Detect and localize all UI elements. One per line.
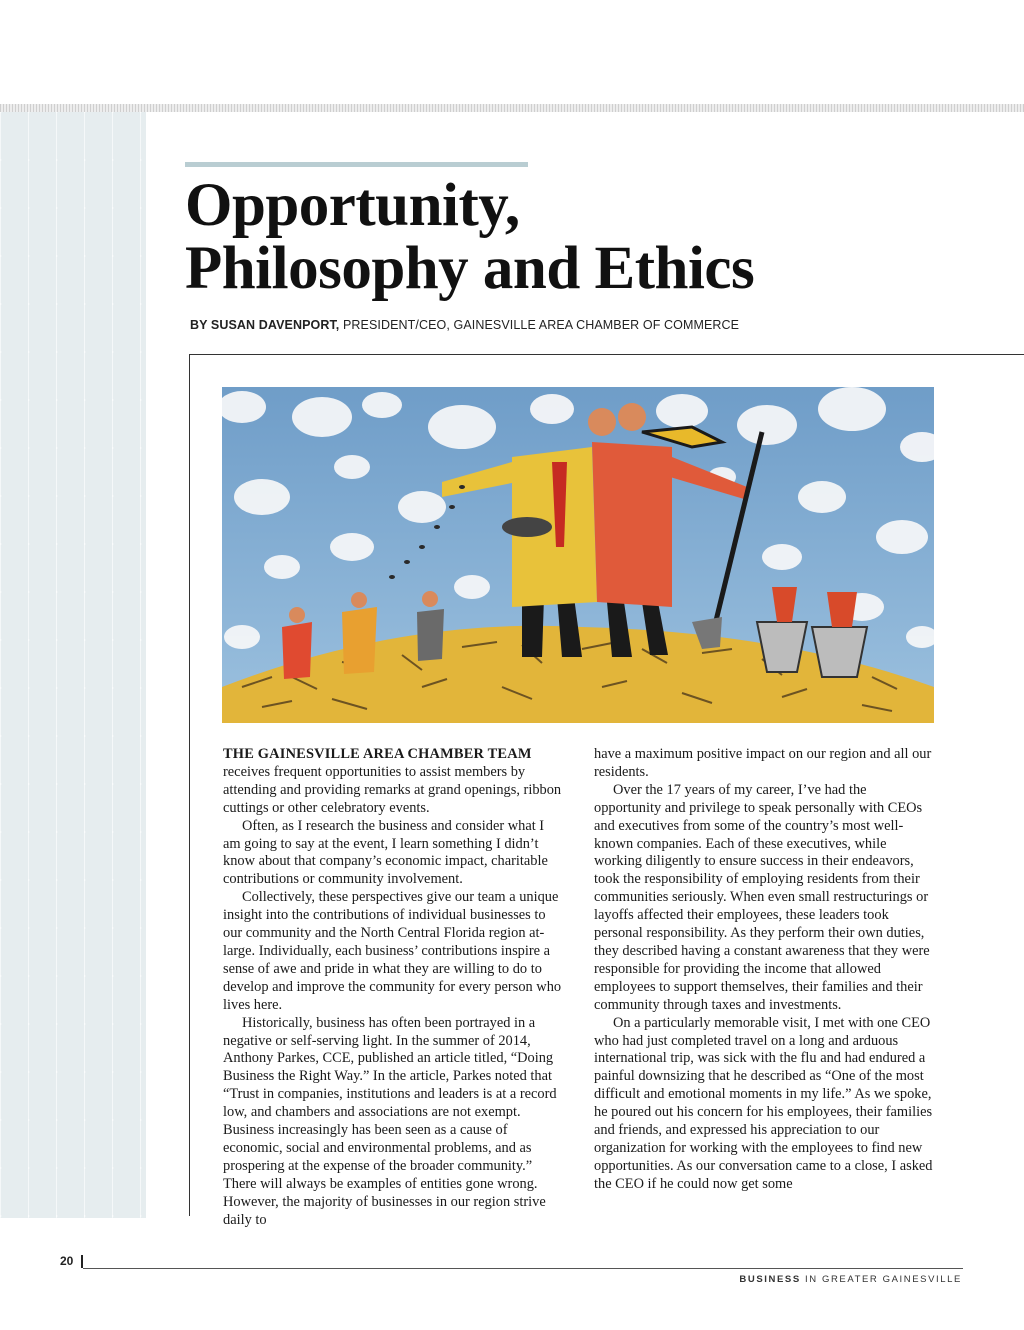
paragraph-7: On a particularly memorable visit, I met with one CEO who had just completed travel on a long and arduous international trip, was sick with the flu and had endured a painful downsizing that he described as “One of the most difficult and emotional moments in my life.” As we spoke, he poured out his concern for his employees, their families and friends, and expressed his appreciation to our organization for working with the employees to find new opportunities. As our conversation came to a close, I asked the CEO if he could now get some	[594, 1014, 933, 1192]
article-title	[185, 174, 754, 300]
column-1	[223, 746, 563, 1229]
paragraph-3: Collectively, these perspectives give our team a unique insight into the contributions of individual businesses to our community and the North Central Florida region at-large. Individually, each business’ contributions inspire a sense of awe and pride in what they are willing to do to develop and improve the community for every person who lives here.	[223, 889, 562, 1013]
page-number: 20	[60, 1254, 74, 1268]
paragraph-2: Often, as I research the business and consider what I am going to say at the event, I learn something I didn’t know about that company’s economic impact, charitable contributions or community involvement.	[223, 817, 548, 888]
paragraph-4: Historically, business has often been portrayed in a negative or self-serving light. In the summer of 2014, Anthony Parkes, CCE, published an article titled, “Doing Business the Right Way.” In the article, Parkes noted that “Trust in companies, institutions and leaders is at a record low, and chambers and associations are not exempt. Business increasingly has been seen as a cause of economic, social and environmental problems, and as prospering at the expense of the broader community.” There will always be examples of entities gone wrong. However, the majority of businesses in our region strive daily to	[223, 1014, 557, 1228]
footer-masthead	[739, 1274, 962, 1285]
frame-top-rule	[189, 354, 1024, 355]
article-illustration	[222, 387, 934, 723]
paragraph-1-text: receives frequent opportunities to assist members by attending and providing remarks at grand openings, ribbon cuttings or other celebratory events.	[223, 763, 562, 816]
title-line-1: Opportunity,	[185, 172, 520, 239]
paragraph-1	[223, 746, 563, 818]
side-pattern	[0, 112, 146, 1218]
masthead-rest: IN GREATER GAINESVILLE	[800, 1274, 962, 1285]
lead-in: THE GAINESVILLE AREA CHAMBER TEAM	[223, 746, 532, 762]
title-line-2: Philosophy and Ethics	[185, 235, 755, 302]
footer-rule	[83, 1268, 963, 1269]
byline	[190, 318, 739, 332]
frame-left-rule	[189, 354, 190, 1216]
masthead-bold: BUSINESS	[739, 1274, 801, 1285]
byline-author: BY SUSAN DAVENPORT,	[190, 318, 340, 332]
paragraph-5: have a maximum positive impact on our region and all our residents.	[594, 746, 932, 780]
page-number-tick	[81, 1255, 83, 1268]
paragraph-6: Over the 17 years of my career, I’ve had the opportunity and privilege to speak personally with CEOs and executives from some of the country’s most well-known companies. Each of these executives, while working diligently to ensure success in their endeavors, took the responsibility of employing residents from their communities seriously. When even small restructurings or layoffs affected their employees, these leaders took personal responsibility. As they perform their own duties, they described having a constant awareness that they were responsible for providing the income that allowed employees to support themselves, their families and their community through taxes and investments.	[594, 781, 930, 1013]
byline-role: PRESIDENT/CEO, GAINESVILLE AREA CHAMBER OF COMMERCE	[339, 318, 740, 332]
title-accent-bar	[185, 162, 528, 167]
column-2	[594, 746, 934, 1194]
top-band	[0, 104, 1024, 112]
